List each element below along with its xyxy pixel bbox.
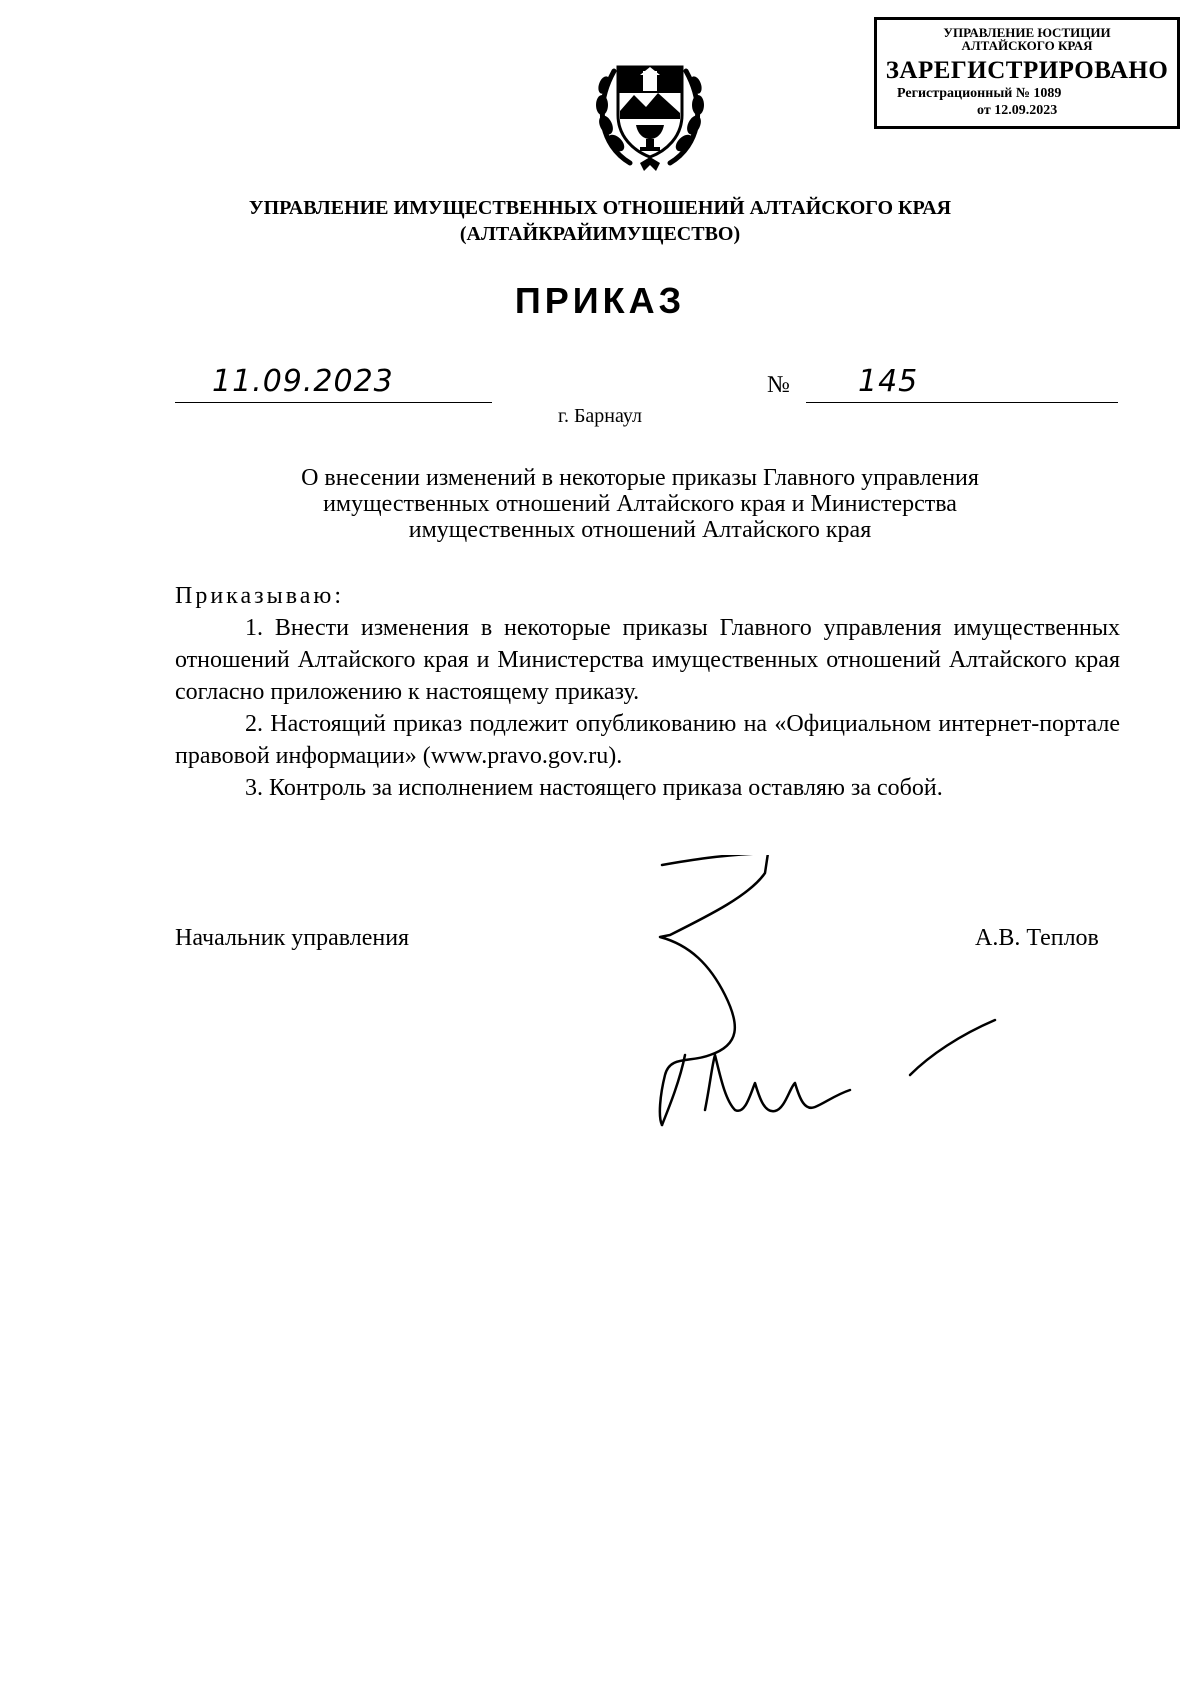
- number-sign: №: [767, 372, 790, 398]
- order-items: [175, 612, 1120, 804]
- signatory-position: Начальник управления: [175, 925, 410, 951]
- stamp-organization: [877, 26, 1177, 52]
- subject-line-2: имущественных отношений Алтайского края и Министерства: [323, 491, 957, 517]
- stamp-org-line1: УПРАВЛЕНИЕ ЮСТИЦИИ: [943, 25, 1111, 40]
- handwritten-signature: [650, 855, 1020, 1130]
- stamp-status: ЗАРЕГИСТРИРОВАНО: [885, 57, 1169, 84]
- order-number: 145: [858, 364, 919, 399]
- order-date: 11.09.2023: [212, 364, 394, 399]
- registration-stamp: [874, 17, 1180, 129]
- organization-title: [0, 195, 1200, 247]
- order-item-2: 2. Настоящий приказ подлежит опубликованию на «Официальном интернет-портале правовой информации» (www.pravo.gov.ru).: [175, 711, 1120, 769]
- stamp-org-line2: АЛТАЙСКОГО КРАЯ: [961, 38, 1093, 53]
- subject-line-3: имущественных отношений Алтайского края: [408, 517, 872, 543]
- number-underline: [806, 402, 1118, 403]
- signatory-name: А.В. Теплов: [975, 925, 1099, 951]
- document-type: ПРИКАЗ: [514, 280, 686, 321]
- order-item-1: 1. Внести изменения в некоторые приказы Главного управления имущественных отношений Алтайского края и Министерства имущественных отношений Алтайского края согласно приложению к настоящему приказу.: [175, 615, 1120, 705]
- stamp-reg-number: Регистрационный № 1089: [897, 86, 1062, 101]
- order-item-3: 3. Контроль за исполнением настоящего приказа оставляю за собой.: [245, 775, 943, 801]
- organization-name: УПРАВЛЕНИЕ ИМУЩЕСТВЕННЫХ ОТНОШЕНИЙ АЛТАЙСКОГО КРАЯ: [248, 197, 952, 219]
- stamp-reg-date: от 12.09.2023: [977, 103, 1058, 118]
- subject-line-1: О внесении изменений в некоторые приказы Главного управления: [301, 465, 979, 491]
- altai-krai-coat-of-arms-icon: [588, 45, 712, 175]
- directive: Приказываю:: [175, 583, 344, 609]
- date-underline: [175, 402, 492, 403]
- order-subject: [180, 465, 1100, 543]
- city: г. Барнаул: [558, 405, 642, 427]
- organization-short-name: (АЛТАЙКРАЙИМУЩЕСТВО): [459, 223, 741, 245]
